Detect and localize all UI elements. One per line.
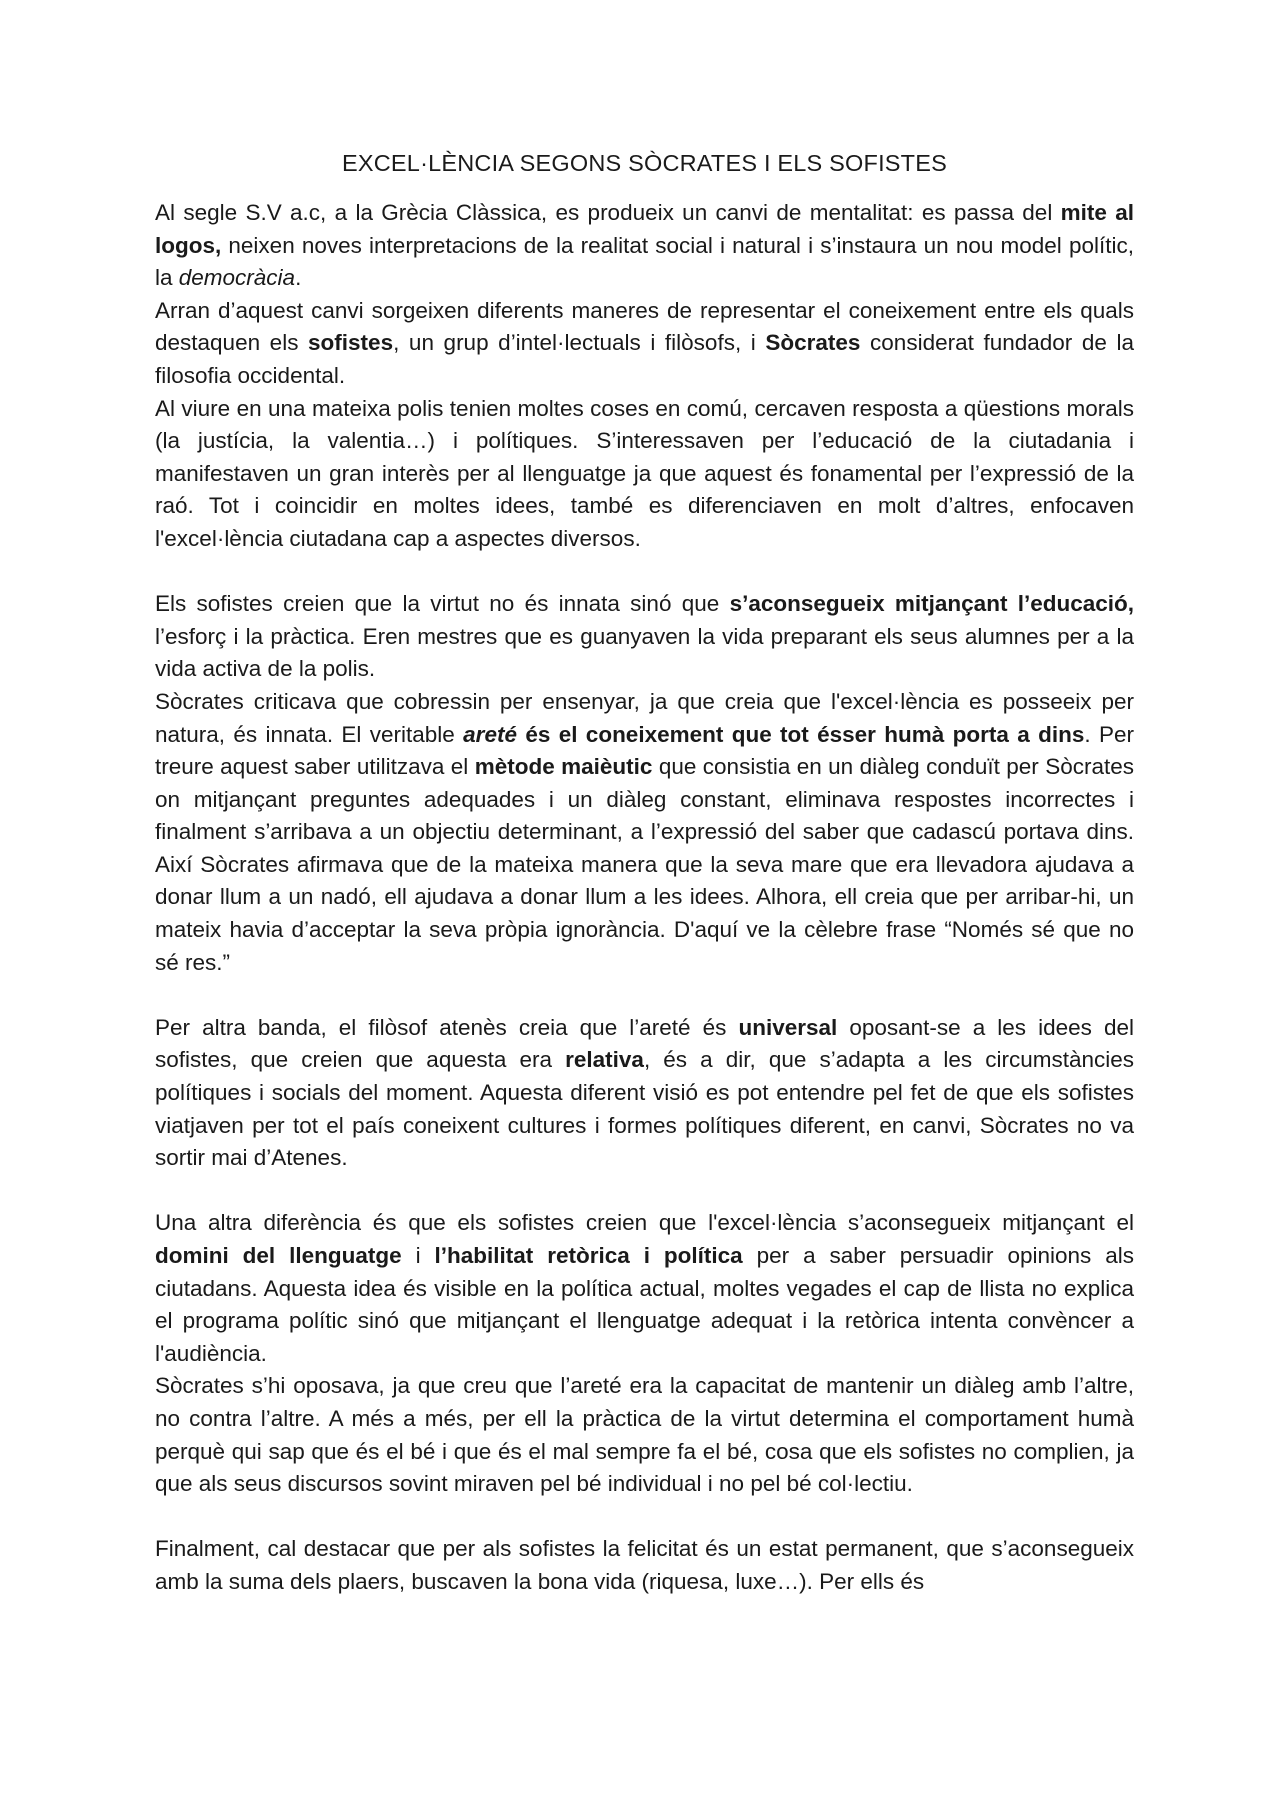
paragraph-llenguatge: [155, 1207, 1134, 1370]
paragraph-sofistes-virtut: [155, 588, 1134, 686]
text: Al segle S.V a.c, a la Grècia Clàssica, es produeix un canvi de mentalitat: es passa del: [155, 200, 1061, 225]
text: Sòcrates criticava que cobressin per ensenyar, ja que creia que l'excel·lència es posseeix per natura, és innata. El veritable: [155, 688, 1134, 747]
text: i: [401, 1243, 435, 1268]
text: l’esforç i la pràctica. Eren mestres que es guanyaven la vida preparant els seus alumnes per a la vida activa de la polis.: [155, 623, 1134, 682]
text: que consistia en un diàleg conduït per Sòcrates on mitjançant preguntes adequades i un diàleg constant, eliminava respostes incorrectes i finalment s’arribava a un objectiu determinant, a l’expressió del saber que cadascú portava dins. Així Sòcrates afirmava que de la mateixa manera que la seva mare que era llevadora ajudava a donar llum a un nadó, ell ajudava a donar llum a les idees. Alhora, ell creia que per arribar-hi, un mateix havia d’acceptar la seva pròpia ignorància. D'aquí ve la cèlebre frase “Només sé que no sé res.”: [155, 754, 1134, 975]
text: , un grup d’intel·lectuals i filòsofs, i: [393, 330, 766, 356]
text: , és a dir, que s’adapta a les circumstàncies polítiques i socials del moment. Aquesta diferent visió es pot entendre pel fet de que els sofistes viatjaven per tot el país coneixent cultures i formes polítiques diferent, en canvi, Sòcrates no va sortir mai d’Atenes.: [155, 1047, 1134, 1171]
text: . Per treure aquest saber utilitzava el: [155, 721, 1134, 780]
paragraph-dialeg: [155, 1370, 1134, 1500]
document-page: [155, 150, 1134, 1599]
bold-text: l’habilitat retòrica i política: [434, 1243, 743, 1268]
bold-text: universal: [738, 1014, 838, 1040]
text: Una altra diferència és que els sofistes creien que l'excel·lència s’aconsegueix mitjançant el: [155, 1210, 1134, 1236]
text: per a saber persuadir opinions als ciutadans. Aquesta idea és visible en la política actual, moltes vegades el cap de llista no explica el programa polític sinó que mitjançant el llenguatge adequat i la retòrica intenta convèncer a l'audiència.: [155, 1243, 1135, 1366]
paragraph-polis: [155, 393, 1134, 556]
bold-italic-text: areté: [463, 721, 517, 747]
text: considerat fundador de la filosofia occidental.: [155, 330, 1134, 388]
text: Sòcrates s’hi oposava, ja que creu que l’areté era la capacitat de mantenir un diàleg amb l’altre, no contra l’altre. A més a més, per ell la pràctica de la virtut determina el comportament humà perquè qui sap que és el bé i que és el mal sempre fa el bé, cosa que els sofistes no complien, ja que als seus discursos sovint miraven pel bé individual i no pel bé col·lectiu.: [155, 1373, 1134, 1497]
text: Al viure en una mateixa polis tenien moltes coses en comú, cercaven resposta a qüestions morals (la justícia, la valentia…) i polítiques. S’interessaven per l’educació de la ciutadania i manifestaven un gran interès per al llenguatge ja que aquest és fonamental per l’expressió de la raó. Tot i coincidir en moltes idees, també es diferenciaven en molt d’altres, enfocaven l'excel·lència ciutadana cap a aspectes diversos.: [155, 395, 1134, 551]
text: .: [295, 265, 302, 291]
text: Per altra banda, el filòsof atenès creia que l’areté és: [155, 1014, 739, 1040]
paragraph-socrates-maieutic: [155, 686, 1134, 979]
paragraph-sorgeixen: [155, 295, 1134, 393]
bold-text: mite al logos,: [155, 200, 1135, 258]
italic-text: democràcia: [178, 265, 296, 291]
bold-text: Sòcrates: [765, 330, 861, 356]
text: neixen noves interpretacions de la realitat social i natural i s’instaura un nou model polític, la: [155, 232, 1134, 291]
bold-text: sofistes: [308, 330, 394, 356]
bold-text: s’aconsegueix mitjançant l’educació,: [729, 591, 1134, 617]
bold-text: mètode maièutic: [474, 754, 653, 780]
text: Finalment, cal destacar que per als sofistes la felicitat és un estat permanent, que s’aconsegueix amb la suma dels plaers, buscaven la bona vida (riquesa, luxe…). Per ells és: [155, 1536, 1134, 1594]
document-title: EXCEL·LÈNCIA SEGONS SÒCRATES I ELS SOFISTES: [342, 150, 947, 176]
text: oposant-se a les idees del sofistes, que creien que aquesta era: [155, 1014, 1135, 1073]
text: Els sofistes creien que la virtut no és innata sinó que: [155, 591, 730, 617]
bold-text: relativa: [565, 1047, 644, 1073]
bold-text: domini del llenguatge: [155, 1243, 402, 1268]
paragraph-felicitat: [155, 1533, 1134, 1598]
text: Arran d’aquest canvi sorgeixen diferents maneres de representar el coneixement entre els quals destaquen els: [155, 297, 1134, 356]
paragraph-intro: [155, 197, 1134, 295]
bold-text: és el coneixement que tot ésser humà porta a dins: [516, 721, 1085, 747]
paragraph-universal-relativa: [155, 1012, 1134, 1175]
